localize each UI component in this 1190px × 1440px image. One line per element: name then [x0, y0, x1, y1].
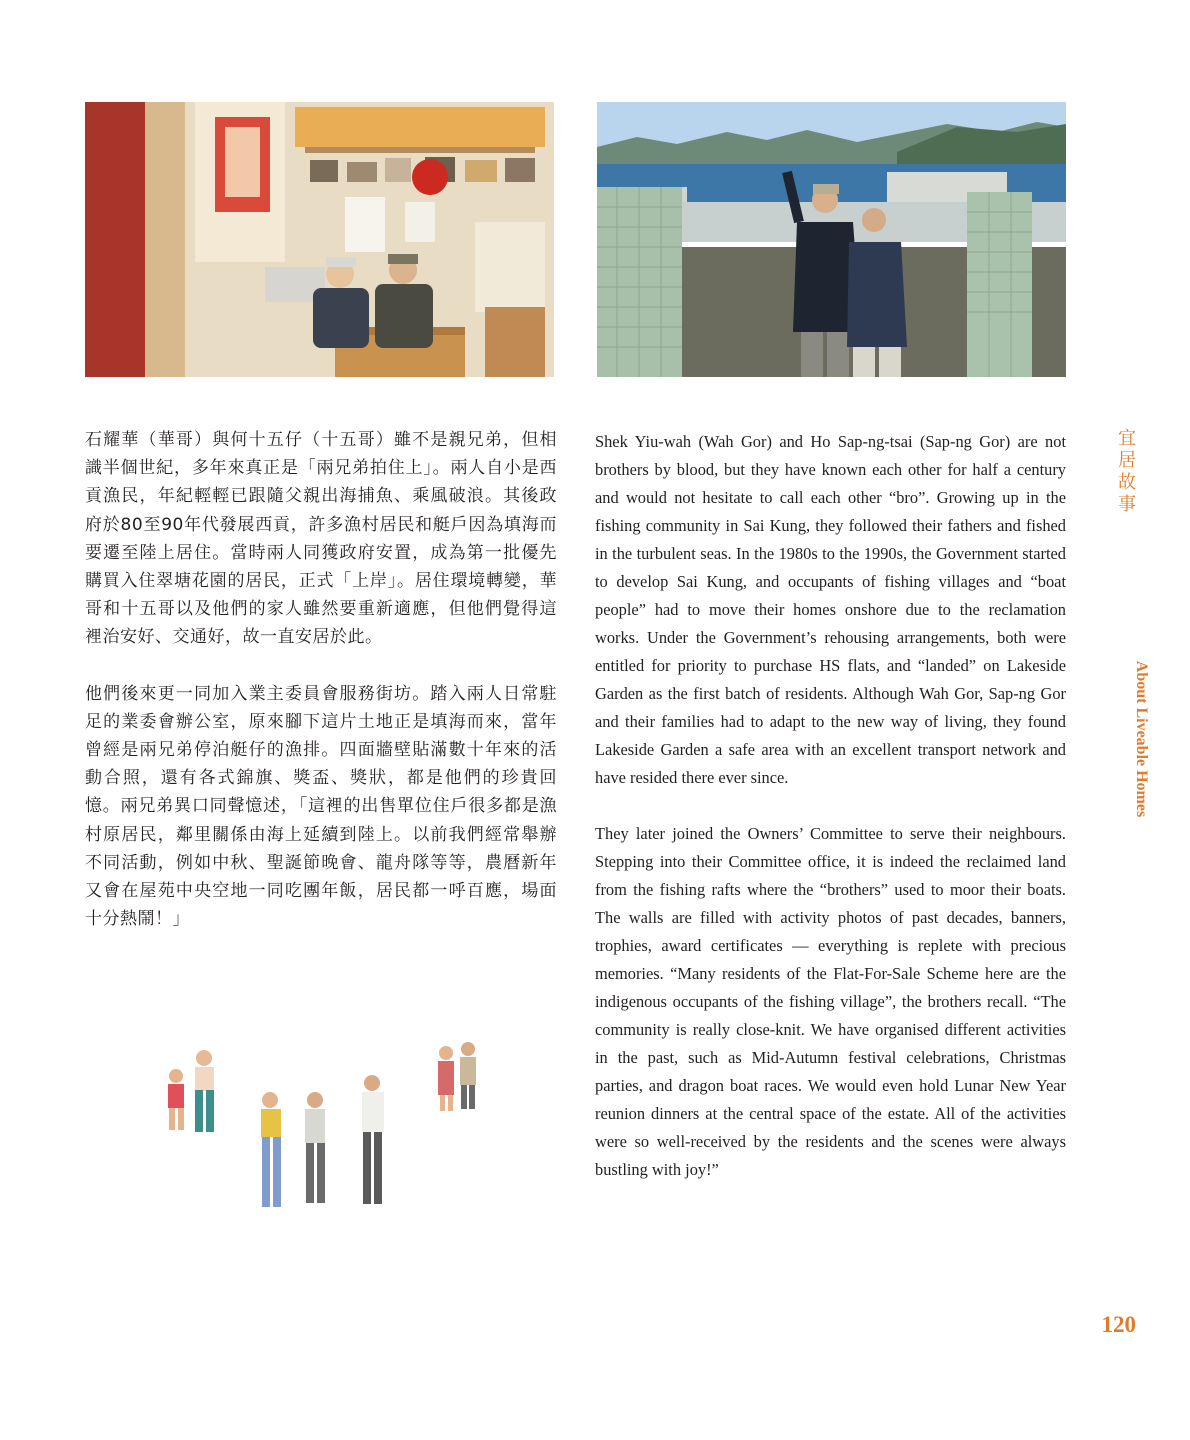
- illustration-image: [150, 1040, 510, 1230]
- english-paragraph: They later joined the Owners’ Committee to serve their neighbours. Stepping into their Committee office, it is indeed the reclaimed land from the fishing rafts where the “brothers” used to moor their boats. The walls are filled with activity photos of past decades, banners, trophies, award certificates — everything is replete with precious memories. “Many residents of the Flat-For-Sale Scheme here are the indigenous occupants of the fishing village”, the brothers recall. “The community is really close-knit. We have organised different activities in the past, such as Mid-Autumn festival celebrations, Christmas parties, and dragon boat races. We would even hold Lunar New Year reunion dinners at the central space of the estate. All of the activities were so well-received by the residents and the scenes were always bustling with joy!”: [595, 824, 1066, 1179]
- office-photo: [85, 102, 554, 377]
- chinese-text-column: [85, 426, 557, 961]
- english-text-column: [595, 428, 1066, 1212]
- rooftop-photo: [597, 102, 1066, 377]
- english-paragraph: Shek Yiu-wah (Wah Gor) and Ho Sap-ng-tsai (Sap-ng Gor) are not brothers by blood, but they have known each other for half a century and would not hesitate to call each other “bro”. Growing up in the fishing community in Sai Kung, they followed their fathers and fished in the turbulent seas. In the 1980s to the 1990s, the Government started to develop Sai Kung, and occupants of fishing villages and “boat people” had to move their homes onshore due to the reclamation works. Under the Government’s rehousing arrangements, both were entitled for priority to purchase HS flats, and “landed” on Lakeside Garden as the first batch of residents. Although Wah Gor, Sap-ng Gor and their families had to adapt to the new way of living, they found Lakeside Garden a safe area with an excellent transport network and have resided there ever since.: [595, 432, 1066, 787]
- office-photo-image: [85, 102, 554, 377]
- page-number: 120: [1101, 1312, 1136, 1337]
- rooftop-photo-image: [597, 102, 1066, 377]
- side-label-english: About Liveable Homes: [1133, 660, 1150, 818]
- chinese-paragraph: 石耀華（華哥）與何十五仔（十五哥）雖不是親兄弟，但相識半個世紀，多年來真正是「兩兄弟拍住上」。兩人自小是西貢漁民，年紀輕輕已跟隨父親出海捕魚、乘風破浪。其後政府於80至90年代發展西貢，許多漁村居民和艇戶因為填海而要遷至陸上居住。當時兩人同獲政府安置，成為第一批優先購買入住翠塘花園的居民，正式「上岸」。居住環境轉變，華哥和十五哥以及他們的家人雖然要重新適應，但他們覺得這裡治安好、交通好，故一直安居於此。: [85, 430, 557, 648]
- residents-walking-illustration: [150, 1040, 510, 1230]
- chinese-paragraph: 他們後來更一同加入業主委員會服務街坊。踏入兩人日常駐足的業委會辦公室，原來腳下這片土地正是填海而來，當年曾經是兩兄弟停泊艇仔的漁排。四面牆壁貼滿數十年來的活動合照，還有各式錦旗、獎盃、獎狀，都是他們的珍貴回憶。兩兄弟異口同聲憶述，「這裡的出售單位住戶很多都是漁村原居民，鄰里關係由海上延續到陸上。以前我們經常舉辦不同活動，例如中秋、聖誕節晚會、龍舟隊等等，農曆新年又會在屋苑中央空地一同吃團年飯，居民都一呼百應，場面十分熱鬧！」: [85, 683, 557, 930]
- side-label-chinese: 宜居故事: [1118, 428, 1136, 515]
